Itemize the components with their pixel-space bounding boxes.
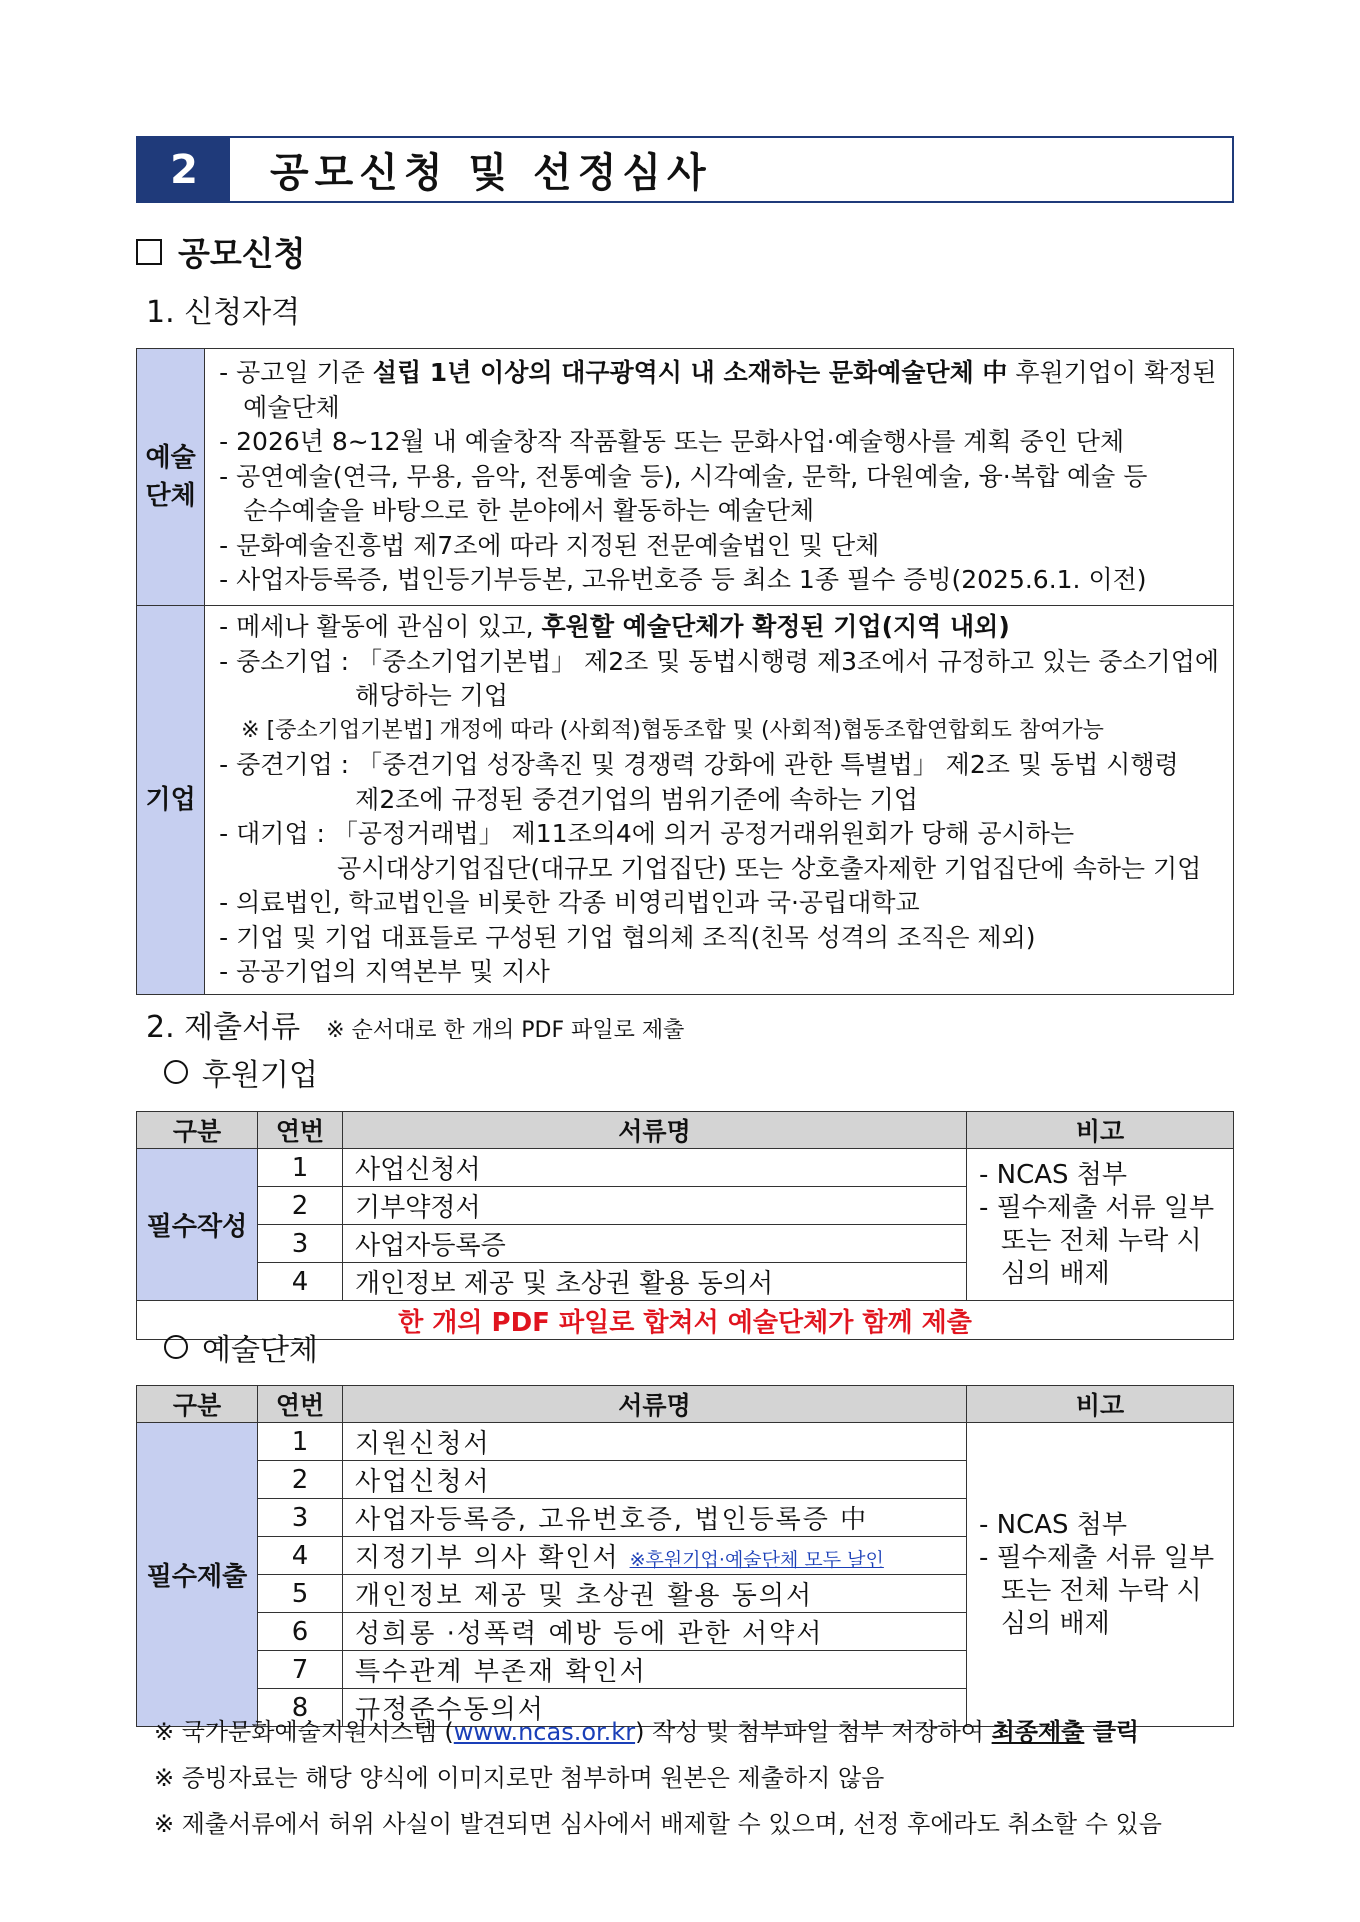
row-number: 2 [258,1187,343,1225]
note-line-2: ※ 증빙자료는 해당 양식에 이미지로만 첨부하며 원본은 제출하지 않음 [154,1764,885,1792]
note-1-post: 클릭 [1084,1718,1140,1746]
eligibility-content-corp [205,606,1234,995]
art-label-line: 단체 [145,481,196,511]
row-number: 4 [258,1263,343,1301]
documents-note: ※ 순서대로 한 개의 PDF 파일로 제출 [326,1018,685,1043]
document-name-cell [343,1499,967,1537]
corp-line [219,645,1219,680]
sponsor-footer-note: 한 개의 PDF 파일로 합쳐서 예술단체가 함께 제출 [137,1301,1234,1340]
art-line [219,391,1219,426]
col-header-no: 연번 [258,1112,343,1149]
document-name-cell [343,1149,967,1187]
group-cell: 필수제출 [137,1423,258,1727]
art-line-text: 예술단체 [243,392,340,422]
remark-cell [967,1423,1234,1727]
group-cell: 필수작성 [137,1149,258,1301]
corp-line-text: - 대기업 : 「공정거래법」 제11조의4에 의거 공정거래위원회가 당해 공시하는 [219,819,1075,848]
corp-line-text: - 중소기업 : 「중소기업기본법」 제2조 및 동법시행령 제3조에서 규정하고 있는 중소기업에 [219,646,1219,676]
document-name: 사업신청서 [355,1155,481,1185]
remark-line: - NCAS 첨부 [979,1509,1128,1540]
remark-cell [967,1149,1234,1301]
document-name-cell [343,1225,967,1263]
col-header-remark: 비고 [967,1112,1234,1149]
corp-line [219,886,1219,921]
eligibility-row-corp [137,606,1234,995]
document-name: 규정준수동의서 [355,1695,545,1725]
row-number: 1 [258,1149,343,1187]
art-heading [164,1325,318,1369]
col-header-remark: 비고 [967,1386,1234,1423]
corp-line-text: - 메세나 활동에 관심이 있고, [219,612,542,641]
row-number: 6 [258,1613,343,1651]
section-number: 2 [138,138,230,201]
remark-line: 또는 전체 누락 시 [1001,1225,1202,1256]
square-bullet-icon [136,239,162,265]
remark-line: 또는 전체 누락 시 [1001,1575,1202,1606]
art-line-text: - 공연예술(연극, 무용, 음악, 전통예술 등), 시각예술, 문학, 다원예술, 융·복합 예술 등 [219,461,1148,491]
table-row [137,1149,1234,1187]
document-name-cell [343,1187,967,1225]
corp-line-text: 해당하는 기업 [355,681,509,710]
art-line [219,563,1219,598]
row-number: 4 [258,1537,343,1575]
document-name: 기부약정서 [355,1193,481,1223]
table-header-row [137,1386,1234,1423]
heading-application [136,228,306,275]
art-label-line: 예술 [145,443,196,473]
table-row [137,1423,1234,1461]
corp-line-text: - 기업 및 기업 대표들로 구성된 기업 협의체 조직(친목 성격의 조직은 제외) [219,922,1036,952]
art-line [219,460,1219,495]
section-header [136,136,1234,203]
circle-bullet-icon [164,1335,188,1359]
corp-line [219,852,1219,887]
corp-line-text: 공시대상기업집단(대규모 기업집단) 또는 상호출자제한 기업집단에 속하는 기업 [337,853,1202,883]
eligibility-table [136,348,1234,995]
col-header-name: 서류명 [343,1386,967,1423]
art-line-post: 후원기업이 확정된 [1007,358,1217,388]
row-number: 8 [258,1689,343,1727]
corp-line [219,679,1219,714]
row-number: 3 [258,1499,343,1537]
heading-application-text: 공모신청 [178,234,306,273]
document-name: 사업자등록증, 고유번호증, 법인등록증 中 [355,1505,869,1535]
table-header-row [137,1112,1234,1149]
row-number: 7 [258,1651,343,1689]
row-number: 5 [258,1575,343,1613]
art-documents-table [136,1385,1234,1727]
document-name-cell [343,1423,967,1461]
circle-bullet-icon [164,1060,188,1084]
art-line [219,494,1219,529]
art-line-text: 순수예술을 바탕으로 한 분야에서 활동하는 예술단체 [243,496,815,526]
document-name: 개인정보 제공 및 초상권 활용 동의서 [355,1269,774,1299]
eligibility-row-art [137,349,1234,606]
sponsor-heading-text: 후원기업 [202,1058,318,1093]
art-line-text: - 사업자등록증, 법인등기부등본, 고유번호증 등 최소 1종 필수 증빙(2025.6.1. 이전) [219,565,1147,595]
col-header-group: 구분 [137,1386,258,1423]
row-number: 3 [258,1225,343,1263]
document-name-cell [343,1461,967,1499]
document-name-cell [343,1613,967,1651]
ncas-link[interactable]: www.ncas.or.kr [453,1718,636,1746]
art-line-text: - 2026년 8~12월 내 예술창작 작품활동 또는 문화사업·예술행사를 계획 중인 단체 [219,427,1125,457]
eligibility-content-art [205,349,1234,606]
art-line-text: - 공고일 기준 [219,358,373,388]
remark-line: 심의 배제 [1001,1258,1110,1289]
row-number: 2 [258,1461,343,1499]
documents-title-line [146,1002,684,1046]
document-note: ※후원기업·예술단체 모두 날인 [629,1549,884,1571]
corp-line [219,714,1219,749]
document-name: 성희롱 ·성폭력 예방 등에 관한 서약서 [355,1619,824,1649]
document-name-cell [343,1575,967,1613]
corp-line-text: - 중견기업 : 「중견기업 성장촉진 및 경쟁력 강화에 관한 특별법」 제2조 및 동법 시행령 [219,750,1179,779]
corp-line [219,783,1219,818]
document-name: 사업신청서 [355,1467,491,1497]
row-number: 1 [258,1423,343,1461]
note-line-1 [154,1712,1139,1747]
sponsor-documents-table [136,1111,1234,1340]
corp-line-bold: 후원할 예술단체가 확정된 기업(지역 내외) [541,612,1010,641]
col-header-name: 서류명 [343,1112,967,1149]
sponsor-heading [164,1050,318,1094]
remark-line: - 필수제출 서류 일부 [979,1542,1215,1573]
corp-line-text: 제2조에 규정된 중견기업의 범위기준에 속하는 기업 [355,784,918,814]
eligibility-label-art [137,349,205,606]
document-name-cell [343,1537,967,1575]
document-name-cell [343,1651,967,1689]
corp-line [219,817,1219,852]
art-line [219,356,1219,391]
corp-line [219,921,1219,956]
section-title: 공모신청 및 선정심사 [270,150,712,196]
art-label-text [138,439,203,515]
note-1-pre: ※ 국가문화예술지원시스템 ( [154,1718,454,1746]
art-line-bold: 설립 1년 이상의 대구광역시 내 소재하는 문화예술단체 中 [372,358,1008,388]
note-1-mid: ) 작성 및 첨부파일 첨부 저장하여 [635,1718,992,1746]
remark-line: - NCAS 첨부 [979,1159,1128,1190]
note-1-final-submit: 최종제출 [991,1718,1085,1746]
art-line [219,529,1219,564]
document-name: 개인정보 제공 및 초상권 활용 동의서 [355,1581,814,1611]
corp-line [219,610,1219,645]
document-name: 지정기부 의사 확인서 [355,1543,620,1573]
corp-line [219,748,1219,783]
remark-line: 심의 배제 [1001,1608,1110,1639]
document-name: 사업자등록증 [355,1231,506,1261]
document-name: 특수관계 부존재 확인서 [355,1657,647,1687]
remark-line: - 필수제출 서류 일부 [979,1192,1215,1223]
eligibility-title: 1. 신청자격 [146,295,301,330]
note-line-3: ※ 제출서류에서 허위 사실이 발견되면 심사에서 배제할 수 있으며, 선정 후에라도 취소할 수 있음 [154,1810,1162,1838]
document-name: 지원신청서 [355,1429,491,1459]
corp-line-text: - 의료법인, 학교법인을 비롯한 각종 비영리법인과 국·공립대학교 [219,888,920,917]
eligibility-label-corp: 기업 [137,606,205,995]
corp-line-text: - 공공기업의 지역본부 및 지사 [219,957,550,986]
document-name-cell [343,1263,967,1301]
documents-title: 2. 제출서류 [146,1010,301,1045]
col-header-group: 구분 [137,1112,258,1149]
art-line-text: - 문화예술진흥법 제7조에 따라 지정된 전문예술법인 및 단체 [219,530,880,560]
col-header-no: 연번 [258,1386,343,1423]
art-line [219,425,1219,460]
art-heading-text: 예술단체 [202,1333,318,1368]
corp-line-text: ※ [중소기업기본법] 개정에 따라 (사회적)협동조합 및 (사회적)협동조합연합회도 참여가능 [241,717,1104,743]
corp-line [219,955,1219,990]
